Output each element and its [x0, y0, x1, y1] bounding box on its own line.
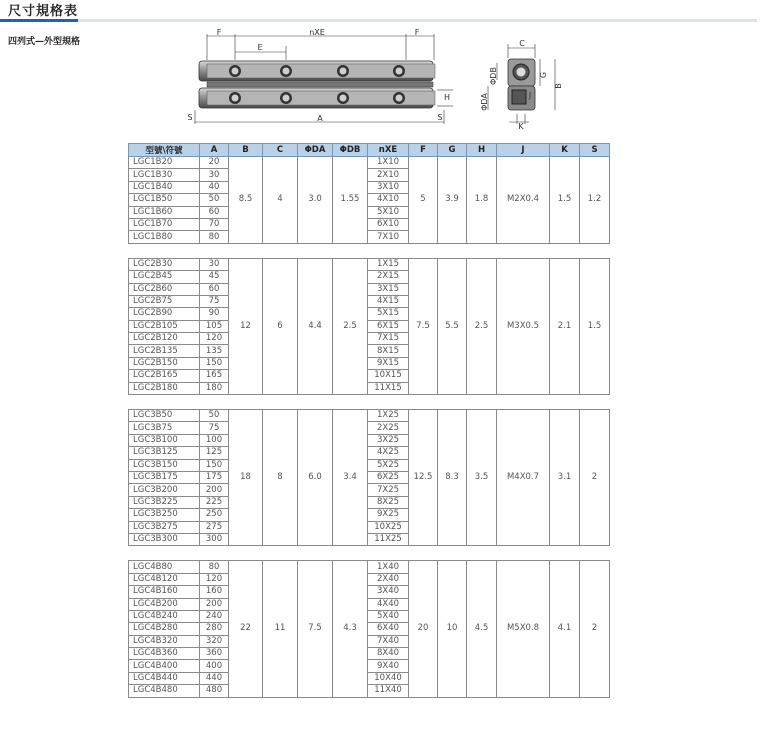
spec-table — [128, 143, 610, 698]
header-f: F — [409, 144, 438, 157]
cell-model: LGC4B480 — [129, 685, 200, 697]
cell-c: 4 — [263, 157, 298, 244]
cell-g: 10 — [438, 561, 467, 697]
cell-s: 1.2 — [580, 157, 610, 244]
cell-db: 4.3 — [333, 561, 368, 697]
cell-a: 180 — [200, 382, 229, 394]
cell-a: 45 — [200, 271, 229, 283]
cell-k: 2.1 — [550, 258, 580, 394]
cell-nxe: 7X10 — [368, 231, 409, 243]
cell-a: 60 — [200, 206, 229, 218]
cell-a: 280 — [200, 623, 229, 635]
cell-nxe: 2X25 — [368, 422, 409, 434]
cell-c: 11 — [263, 561, 298, 697]
cell-a: 120 — [200, 333, 229, 345]
cell-nxe: 7X25 — [368, 484, 409, 496]
header-da: ΦDA — [298, 144, 333, 157]
cell-model: LGC4B120 — [129, 573, 200, 585]
title-underline-accent — [0, 19, 78, 22]
cell-g: 3.9 — [438, 157, 467, 244]
cell-k: 4.1 — [550, 561, 580, 697]
spec-table-header-row — [129, 144, 610, 157]
dim-label-k: K — [518, 122, 524, 130]
group-spacer — [129, 546, 610, 561]
cell-a: 80 — [200, 561, 229, 573]
cell-j: M5X0.8 — [497, 561, 550, 697]
cell-model: LGC4B320 — [129, 635, 200, 647]
cell-b: 22 — [229, 561, 263, 697]
cell-nxe: 1X10 — [368, 157, 409, 169]
cell-nxe: 6X40 — [368, 623, 409, 635]
cell-a: 175 — [200, 471, 229, 483]
cell-a: 300 — [200, 533, 229, 545]
cell-a: 60 — [200, 283, 229, 295]
cell-nxe: 1X25 — [368, 410, 409, 422]
cell-f: 20 — [409, 561, 438, 697]
cell-s: 2 — [580, 410, 610, 546]
cell-nxe: 9X25 — [368, 509, 409, 521]
header-db: ΦDB — [333, 144, 368, 157]
cell-a: 240 — [200, 610, 229, 622]
cell-k: 1.5 — [550, 157, 580, 244]
cell-nxe: 4X10 — [368, 194, 409, 206]
cell-model: LGC2B150 — [129, 357, 200, 369]
cell-nxe: 3X25 — [368, 434, 409, 446]
cell-nxe: 4X25 — [368, 447, 409, 459]
cell-a: 120 — [200, 573, 229, 585]
dim-label-g: G — [539, 71, 548, 79]
cell-nxe: 11X25 — [368, 533, 409, 545]
cell-nxe: 11X40 — [368, 685, 409, 697]
cell-j: M2X0.4 — [497, 157, 550, 244]
cell-model: LGC3B75 — [129, 422, 200, 434]
title-underline — [0, 19, 757, 22]
cell-j: M3X0.5 — [497, 258, 550, 394]
cell-model: LGC4B440 — [129, 672, 200, 684]
cell-model: LGC1B60 — [129, 206, 200, 218]
cell-a: 200 — [200, 598, 229, 610]
cell-a: 30 — [200, 258, 229, 270]
cell-model: LGC3B100 — [129, 434, 200, 446]
cell-a: 160 — [200, 586, 229, 598]
cell-a: 480 — [200, 685, 229, 697]
cell-model: LGC2B180 — [129, 382, 200, 394]
header-k: K — [550, 144, 580, 157]
cell-f: 12.5 — [409, 410, 438, 546]
cell-c: 6 — [263, 258, 298, 394]
dim-label-nxe: nXE — [309, 28, 325, 37]
cell-g: 8.3 — [438, 410, 467, 546]
cell-a: 150 — [200, 357, 229, 369]
header-model: 型號\符號 — [129, 144, 200, 157]
cell-db: 3.4 — [333, 410, 368, 546]
cell-nxe: 1X15 — [368, 258, 409, 270]
cell-model: LGC3B125 — [129, 447, 200, 459]
cell-nxe: 10X40 — [368, 672, 409, 684]
cell-nxe: 6X10 — [368, 218, 409, 230]
cell-a: 440 — [200, 672, 229, 684]
cell-b: 12 — [229, 258, 263, 394]
cell-da: 7.5 — [298, 561, 333, 697]
cell-nxe: 8X15 — [368, 345, 409, 357]
cell-h: 3.5 — [467, 410, 497, 546]
cell-nxe: 5X40 — [368, 610, 409, 622]
cell-nxe: 2X40 — [368, 573, 409, 585]
group-spacer-cell — [129, 243, 610, 258]
cell-nxe: 9X40 — [368, 660, 409, 672]
cell-model: LGC3B200 — [129, 484, 200, 496]
cell-nxe: 7X15 — [368, 333, 409, 345]
cell-model: LGC4B400 — [129, 660, 200, 672]
cell-da: 3.0 — [298, 157, 333, 244]
cell-model: LGC1B50 — [129, 194, 200, 206]
cell-s: 2 — [580, 561, 610, 697]
table-row — [129, 561, 610, 573]
dim-label-f-left: F — [216, 28, 222, 37]
cell-nxe: 5X25 — [368, 459, 409, 471]
cell-f: 7.5 — [409, 258, 438, 394]
dim-label-a: A — [317, 114, 323, 123]
dim-label-s-left: S — [187, 113, 193, 122]
cell-nxe: 2X15 — [368, 271, 409, 283]
cell-nxe: 3X15 — [368, 283, 409, 295]
header-h: H — [467, 144, 497, 157]
cell-model: LGC3B175 — [129, 471, 200, 483]
cell-a: 75 — [200, 295, 229, 307]
cell-a: 225 — [200, 496, 229, 508]
cell-model: LGC2B45 — [129, 271, 200, 283]
cell-nxe: 2X10 — [368, 169, 409, 181]
cell-nxe: 3X10 — [368, 181, 409, 193]
cell-nxe: 8X40 — [368, 648, 409, 660]
cell-nxe: 10X15 — [368, 370, 409, 382]
cell-nxe: 6X15 — [368, 320, 409, 332]
cell-a: 20 — [200, 157, 229, 169]
cell-model: LGC1B30 — [129, 169, 200, 181]
cell-a: 100 — [200, 434, 229, 446]
cell-h: 1.8 — [467, 157, 497, 244]
page-title: 尺寸規格表 — [8, 4, 79, 19]
cell-nxe: 4X40 — [368, 598, 409, 610]
group-spacer — [129, 243, 610, 258]
spec-table-body — [129, 157, 610, 698]
cell-a: 400 — [200, 660, 229, 672]
dim-label-e: E — [257, 43, 263, 52]
cell-a: 50 — [200, 410, 229, 422]
cell-da: 4.4 — [298, 258, 333, 394]
cell-a: 80 — [200, 231, 229, 243]
cell-nxe: 6X25 — [368, 471, 409, 483]
cell-nxe: 7X40 — [368, 635, 409, 647]
cell-nxe: 8X25 — [368, 496, 409, 508]
dim-label-j: J — [528, 91, 532, 100]
header-nxe: nXE — [368, 144, 409, 157]
cell-a: 105 — [200, 320, 229, 332]
dim-label-s-right: S — [437, 113, 443, 122]
cell-a: 125 — [200, 447, 229, 459]
cell-a: 30 — [200, 169, 229, 181]
cell-a: 150 — [200, 459, 229, 471]
dim-label-f-right: F — [414, 28, 420, 37]
cell-k: 3.1 — [550, 410, 580, 546]
cell-g: 5.5 — [438, 258, 467, 394]
cell-a: 320 — [200, 635, 229, 647]
header-b: B — [229, 144, 263, 157]
cell-a: 360 — [200, 648, 229, 660]
cell-model: LGC2B120 — [129, 333, 200, 345]
cell-h: 2.5 — [467, 258, 497, 394]
cell-a: 135 — [200, 345, 229, 357]
table-row — [129, 410, 610, 422]
cell-nxe: 10X25 — [368, 521, 409, 533]
cell-model: LGC4B240 — [129, 610, 200, 622]
dim-label-c: C — [519, 39, 525, 48]
cell-nxe: 9X15 — [368, 357, 409, 369]
cell-a: 250 — [200, 509, 229, 521]
cell-db: 1.55 — [333, 157, 368, 244]
cell-a: 165 — [200, 370, 229, 382]
cell-model: LGC2B30 — [129, 258, 200, 270]
cell-model: LGC1B40 — [129, 181, 200, 193]
dim-label-db: ΦDB — [489, 67, 498, 85]
cell-model: LGC2B165 — [129, 370, 200, 382]
table-row — [129, 258, 610, 270]
cell-j: M4X0.7 — [497, 410, 550, 546]
cell-model: LGC4B360 — [129, 648, 200, 660]
cell-model: LGC3B50 — [129, 410, 200, 422]
dim-label-da: ΦDA — [480, 93, 489, 111]
group-spacer-cell — [129, 546, 610, 561]
cell-a: 50 — [200, 194, 229, 206]
header-c: C — [263, 144, 298, 157]
cell-nxe: 11X15 — [368, 382, 409, 394]
cell-model: LGC4B200 — [129, 598, 200, 610]
dim-label-b: B — [554, 83, 563, 89]
cell-nxe: 3X40 — [368, 586, 409, 598]
cell-b: 8.5 — [229, 157, 263, 244]
group-spacer-cell — [129, 395, 610, 410]
header-a: A — [200, 144, 229, 157]
cell-nxe: 5X10 — [368, 206, 409, 218]
header-j: J — [497, 144, 550, 157]
cell-s: 1.5 — [580, 258, 610, 394]
cell-model: LGC3B225 — [129, 496, 200, 508]
cell-model: LGC2B135 — [129, 345, 200, 357]
cell-model: LGC3B300 — [129, 533, 200, 545]
cell-a: 40 — [200, 181, 229, 193]
cell-da: 6.0 — [298, 410, 333, 546]
header-s: S — [580, 144, 610, 157]
cell-db: 2.5 — [333, 258, 368, 394]
side-view — [488, 44, 555, 124]
cell-h: 4.5 — [467, 561, 497, 697]
cell-model: LGC3B150 — [129, 459, 200, 471]
cell-nxe: 5X15 — [368, 308, 409, 320]
cell-model: LGC3B275 — [129, 521, 200, 533]
cell-a: 70 — [200, 218, 229, 230]
cell-model: LGC1B70 — [129, 218, 200, 230]
cell-a: 200 — [200, 484, 229, 496]
cell-c: 8 — [263, 410, 298, 546]
header-g: G — [438, 144, 467, 157]
cell-model: LGC2B60 — [129, 283, 200, 295]
cell-f: 5 — [409, 157, 438, 244]
cell-a: 90 — [200, 308, 229, 320]
cell-b: 18 — [229, 410, 263, 546]
cell-model: LGC4B160 — [129, 586, 200, 598]
cell-a: 275 — [200, 521, 229, 533]
cell-a: 75 — [200, 422, 229, 434]
cell-model: LGC2B90 — [129, 308, 200, 320]
cell-model: LGC4B280 — [129, 623, 200, 635]
table-row — [129, 157, 610, 169]
group-spacer — [129, 395, 610, 410]
cell-nxe: 4X15 — [368, 295, 409, 307]
cell-model: LGC1B20 — [129, 157, 200, 169]
cell-model: LGC3B250 — [129, 509, 200, 521]
dimension-drawing — [185, 28, 565, 130]
cell-model: LGC2B105 — [129, 320, 200, 332]
cell-nxe: 1X40 — [368, 561, 409, 573]
dim-label-h: H — [443, 93, 451, 102]
cell-model: LGC2B75 — [129, 295, 200, 307]
section-subtitle: 四列式—外型規格 — [8, 37, 81, 47]
cell-model: LGC4B80 — [129, 561, 200, 573]
cell-model: LGC1B80 — [129, 231, 200, 243]
